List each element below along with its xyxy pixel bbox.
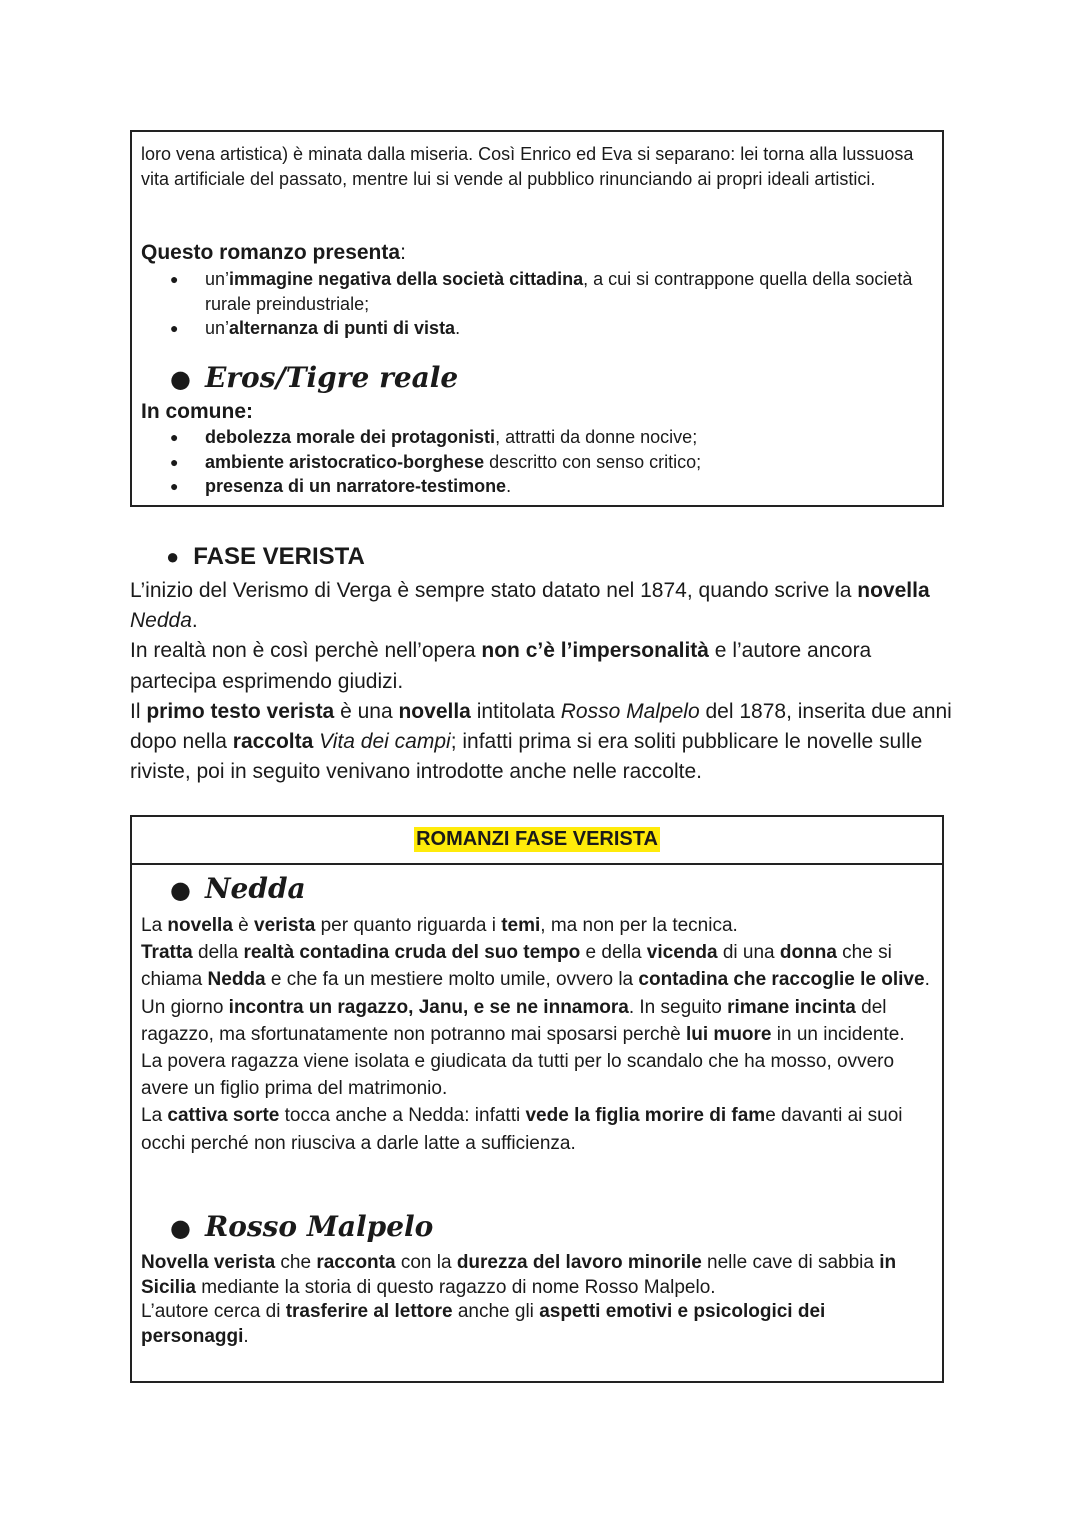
nedda-text [141,912,930,1157]
presenta-heading: Questo romanzo presenta: [141,241,406,264]
bullet-icon: ● [166,544,180,569]
paragraph: Il primo testo verista è una novella intitolata Rosso Malpelo del 1878, inserita due anni dopo nella raccolta Vita dei campi; infatti prima si era soliti pubblicare le novelle sulle riviste, poi in seguito venivano introdotte anche nelle raccolte. [130,699,952,784]
paragraph: L’autore cerca di trasferire al lettore anche gli aspetti emotivi e psicologici dei personaggi. [141,1301,826,1347]
bullet-icon: ● [170,875,191,904]
bullet-icon: ● [170,364,191,393]
rosso-malpelo-heading: ● Rosso Malpelo [170,1210,434,1243]
romanzi-box [130,815,944,1383]
paragraph: Novella verista che racconta con la durezza del lavoro minorile nelle cave di sabbia in Sicilia mediante la storia di questo ragazzo di nome Rosso Malpelo. [141,1252,897,1298]
eros-tigre-heading: ● Eros/Tigre reale [170,361,459,394]
paragraph: La cattiva sorte tocca anche a Nedda: infatti vede la figlia morire di fame davanti ai suoi occhi perché non riusciva a darle latte a sufficienza. [141,1105,903,1154]
paragraph: Tratta della realtà contadina cruda del suo tempo e della vicenda di una donna che si chiama Nedda e che fa un mestiere molto umile, ovvero la contadina che raccoglie le olive. [141,942,930,991]
bullet-icon: ● [170,1213,191,1242]
novel-box: loro vena artistica) è minata dalla miseria. Così Enrico ed Eva si separano: lei torna alla lussuosa vita artificiale del passato, mentre lui si vende al pubblico rinunciando ai propri ideali artistici. Questo romanzo presenta: un’immagine negativa della società cittadina, a cui si contrappone quella della società rurale preindustriale; un’alternanza di punti di vista. ● Eros/Tigre reale In comune: debolezza morale dei protagonisti, attratti da donne nocive; ambiente aristocratico-borghese descritto con senso critico; presenza di un narratore-testimone. [130,130,944,507]
intro-paragraph: loro vena artistica) è minata dalla miseria. Così Enrico ed Eva si separano: lei torna alla lussuosa vita artificiale del passato, mentre lui si vende al pubblico rinunciando ai propri ideali artistici. [141,144,914,189]
nedda-heading: ● Nedda [170,872,306,905]
paragraph: In realtà non è così perchè nell’opera non c’è l’impersonalità e l’autore ancora partecipa esprimendo giudizi. [130,639,872,693]
box-header [132,817,942,865]
comune-heading: In comune: [141,400,254,423]
paragraph: Un giorno incontra un ragazzo, Janu, e se ne innamora. In seguito rimane incinta del ragazzo, ma sfortunatamente non potranno mai sposarsi perchè lui muore in un incidente. La povera ragazza viene isolata e giudicata da tutti per lo scandalo che ha mosso, ovvero avere un figlio prima del matrimonio. [141,996,905,1100]
paragraph: L’inizio del Verismo di Verga è sempre stato datato nel 1874, quando scrive la novella Nedda. [130,579,930,633]
highlighted-title: ROMANZI FASE VERISTA [416,828,658,850]
fase-verista-text [130,576,960,787]
rosso-malpelo-text [141,1251,930,1349]
paragraph: La novella è verista per quanto riguarda i temi, ma non per la tecnica. [141,915,738,936]
fase-verista-heading: ● FASE VERISTA [166,543,365,570]
